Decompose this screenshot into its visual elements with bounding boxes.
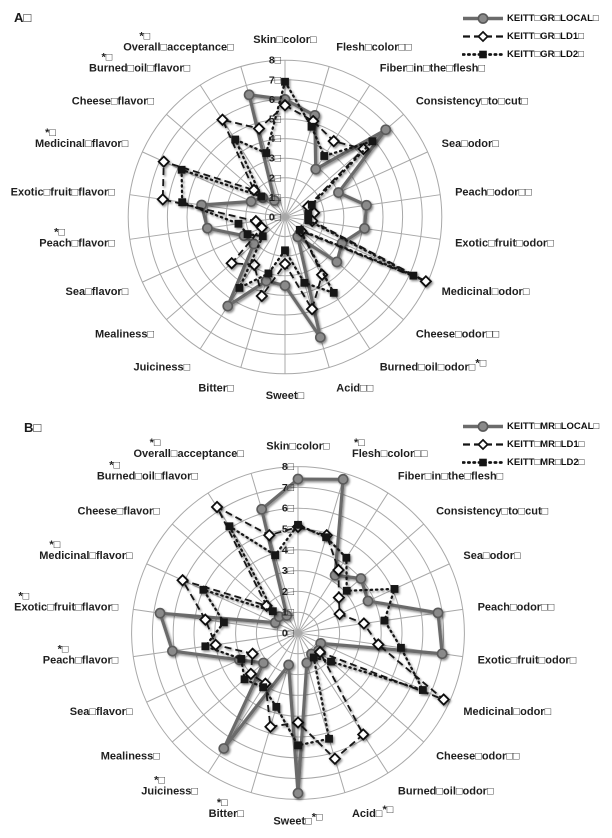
- category-label-B-20: Burned□oil□flavor□: [96, 470, 199, 483]
- svg-text:0□: 0□: [268, 211, 281, 224]
- category-label-A-18: Medicinal□flavor□: [34, 138, 129, 151]
- category-label-A-4: Sea□odor□: [441, 138, 499, 151]
- category-label-B-18: Medicinal□flavor□: [39, 550, 133, 563]
- legend-item-local-A: [462, 12, 599, 25]
- category-label-B-11: Sweet□*□: [273, 811, 323, 828]
- category-label-A-13: Juiciness□: [133, 361, 191, 374]
- svg-text:6□: 6□: [268, 93, 281, 106]
- category-label-B-4: Sea□odor□: [463, 550, 521, 563]
- svg-text:4□: 4□: [268, 133, 281, 146]
- category-star-A-16: *□: [54, 226, 66, 239]
- category-label-A-0: Skin□color□: [253, 34, 317, 47]
- category-label-B-3: Consistency□to□cut□: [436, 505, 549, 518]
- legend-item-local-B: [462, 420, 599, 433]
- category-label-B-15: Sea□flavor□: [69, 705, 133, 718]
- legend-item-ld1-A: [462, 30, 599, 43]
- legend-label: KEITT□MR□LD1□: [507, 439, 585, 450]
- category-label-A-15: Sea□flavor□: [65, 285, 129, 298]
- svg-text:5□: 5□: [281, 523, 294, 536]
- chart-B-series-ld1: [177, 502, 448, 764]
- panel-label-b: B□: [24, 420, 42, 435]
- category-label-B-10: Acid□*□: [351, 803, 394, 820]
- category-label-B-2: Fiber□in□the□flesh□: [397, 470, 504, 483]
- chart-B-grid: [132, 467, 465, 800]
- svg-text:1□: 1□: [281, 606, 294, 619]
- category-star-B-17: *□: [18, 590, 30, 603]
- category-label-B-17: Exotic□fruit□flavor□: [14, 601, 119, 614]
- legend-item-ld2-A: [462, 48, 599, 61]
- category-label-A-12: Bitter□: [198, 382, 234, 395]
- legend-item-ld2-B: [462, 456, 599, 469]
- category-star-B-20: *□: [109, 459, 121, 472]
- category-star-B-21: *□: [149, 437, 161, 450]
- svg-text:3□: 3□: [281, 565, 294, 578]
- category-label-A-8: Cheese□odor□□: [415, 328, 500, 341]
- panel-label-a: A□: [14, 10, 32, 25]
- category-label-A-5: Peach□odor□□: [455, 186, 532, 199]
- category-label-A-7: Medicinal□odor□: [441, 285, 530, 298]
- category-star-B-16: *□: [57, 643, 69, 656]
- svg-text:4□: 4□: [281, 544, 294, 557]
- svg-text:8□: 8□: [281, 461, 294, 474]
- svg-text:6□: 6□: [281, 502, 294, 515]
- category-label-B-12: Bitter□: [208, 807, 245, 820]
- svg-text:7□: 7□: [268, 74, 281, 87]
- category-label-A-9: Burned□oil□odor□*□: [379, 357, 487, 374]
- category-label-B-16: Peach□flavor□: [42, 654, 119, 667]
- category-label-B-9: Burned□oil□odor□: [397, 785, 494, 798]
- category-label-B-8: Cheese□odor□□: [436, 750, 520, 763]
- legend-label: KEITT□GR□LD1□: [507, 31, 584, 42]
- category-star-B-18: *□: [49, 539, 61, 552]
- svg-text:5□: 5□: [268, 113, 281, 126]
- svg-text:1□: 1□: [268, 191, 281, 204]
- category-label-B-21: Overall□acceptance□: [133, 448, 245, 461]
- category-label-B-19: Cheese□flavor□: [77, 505, 160, 518]
- legend-line-sample-ld1: [462, 438, 504, 451]
- category-label-A-21: Overall□acceptance□: [123, 41, 234, 54]
- svg-text:7□: 7□: [281, 481, 294, 494]
- legend-label: KEITT□MR□LOCAL□: [507, 421, 600, 432]
- legend-label: KEITT□GR□LOCAL□: [507, 13, 599, 24]
- legend-line-sample-ld2: [462, 456, 504, 469]
- category-label-A-1: Flesh□color□□: [336, 41, 412, 54]
- category-label-A-6: Exotic□fruit□odor□: [455, 237, 554, 250]
- legend-label: KEITT□MR□LD2□: [507, 457, 585, 468]
- category-star-B-1: *□: [353, 437, 365, 450]
- category-label-A-19: Cheese□flavor□: [71, 95, 155, 108]
- category-label-A-14: Mealiness□: [94, 328, 155, 341]
- legend-line-sample-ld1: [462, 30, 504, 43]
- legend-line-sample-local: [462, 12, 504, 25]
- category-label-B-7: Medicinal□odor□: [463, 705, 552, 718]
- category-label-B-5: Peach□odor□□: [477, 601, 555, 614]
- category-star-A-20: *□: [101, 51, 113, 64]
- legend-line-sample-local: [462, 420, 504, 433]
- svg-text:0□: 0□: [281, 627, 294, 640]
- svg-text:8□: 8□: [268, 54, 281, 67]
- svg-text:2□: 2□: [268, 172, 281, 185]
- category-star-B-12: *□: [216, 796, 228, 809]
- category-label-A-10: Acid□□: [336, 382, 374, 395]
- category-label-A-17: Exotic□fruit□flavor□: [10, 186, 115, 199]
- category-star-A-21: *□: [139, 30, 151, 43]
- chart-B-axis-ticks: [282, 461, 295, 639]
- category-label-B-0: Skin□color□: [266, 440, 330, 453]
- legend-chart-b: [462, 420, 599, 469]
- category-label-A-11: Sweet□: [265, 389, 305, 402]
- legend-chart-a: [462, 12, 599, 61]
- svg-text:2□: 2□: [281, 585, 294, 598]
- legend-label: KEITT□GR□LD2□: [507, 49, 584, 60]
- category-label-B-1: Flesh□color□□: [351, 448, 428, 461]
- category-star-B-13: *□: [154, 774, 166, 787]
- category-label-A-2: Fiber□in□the□flesh□: [379, 62, 486, 75]
- category-label-A-3: Consistency□to□cut□: [415, 95, 529, 108]
- legend-item-ld1-B: [462, 438, 599, 451]
- svg-text:3□: 3□: [268, 152, 281, 165]
- category-label-B-6: Exotic□fruit□odor□: [477, 654, 577, 667]
- chart-A-axis-ticks: [269, 55, 282, 224]
- category-star-A-18: *□: [45, 127, 57, 140]
- legend-line-sample-ld2: [462, 48, 504, 61]
- category-label-B-14: Mealiness□: [100, 750, 160, 763]
- category-label-B-13: Juiciness□: [141, 785, 199, 798]
- category-label-A-16: Peach□flavor□: [39, 237, 115, 250]
- category-label-A-20: Burned□oil□flavor□: [89, 62, 191, 75]
